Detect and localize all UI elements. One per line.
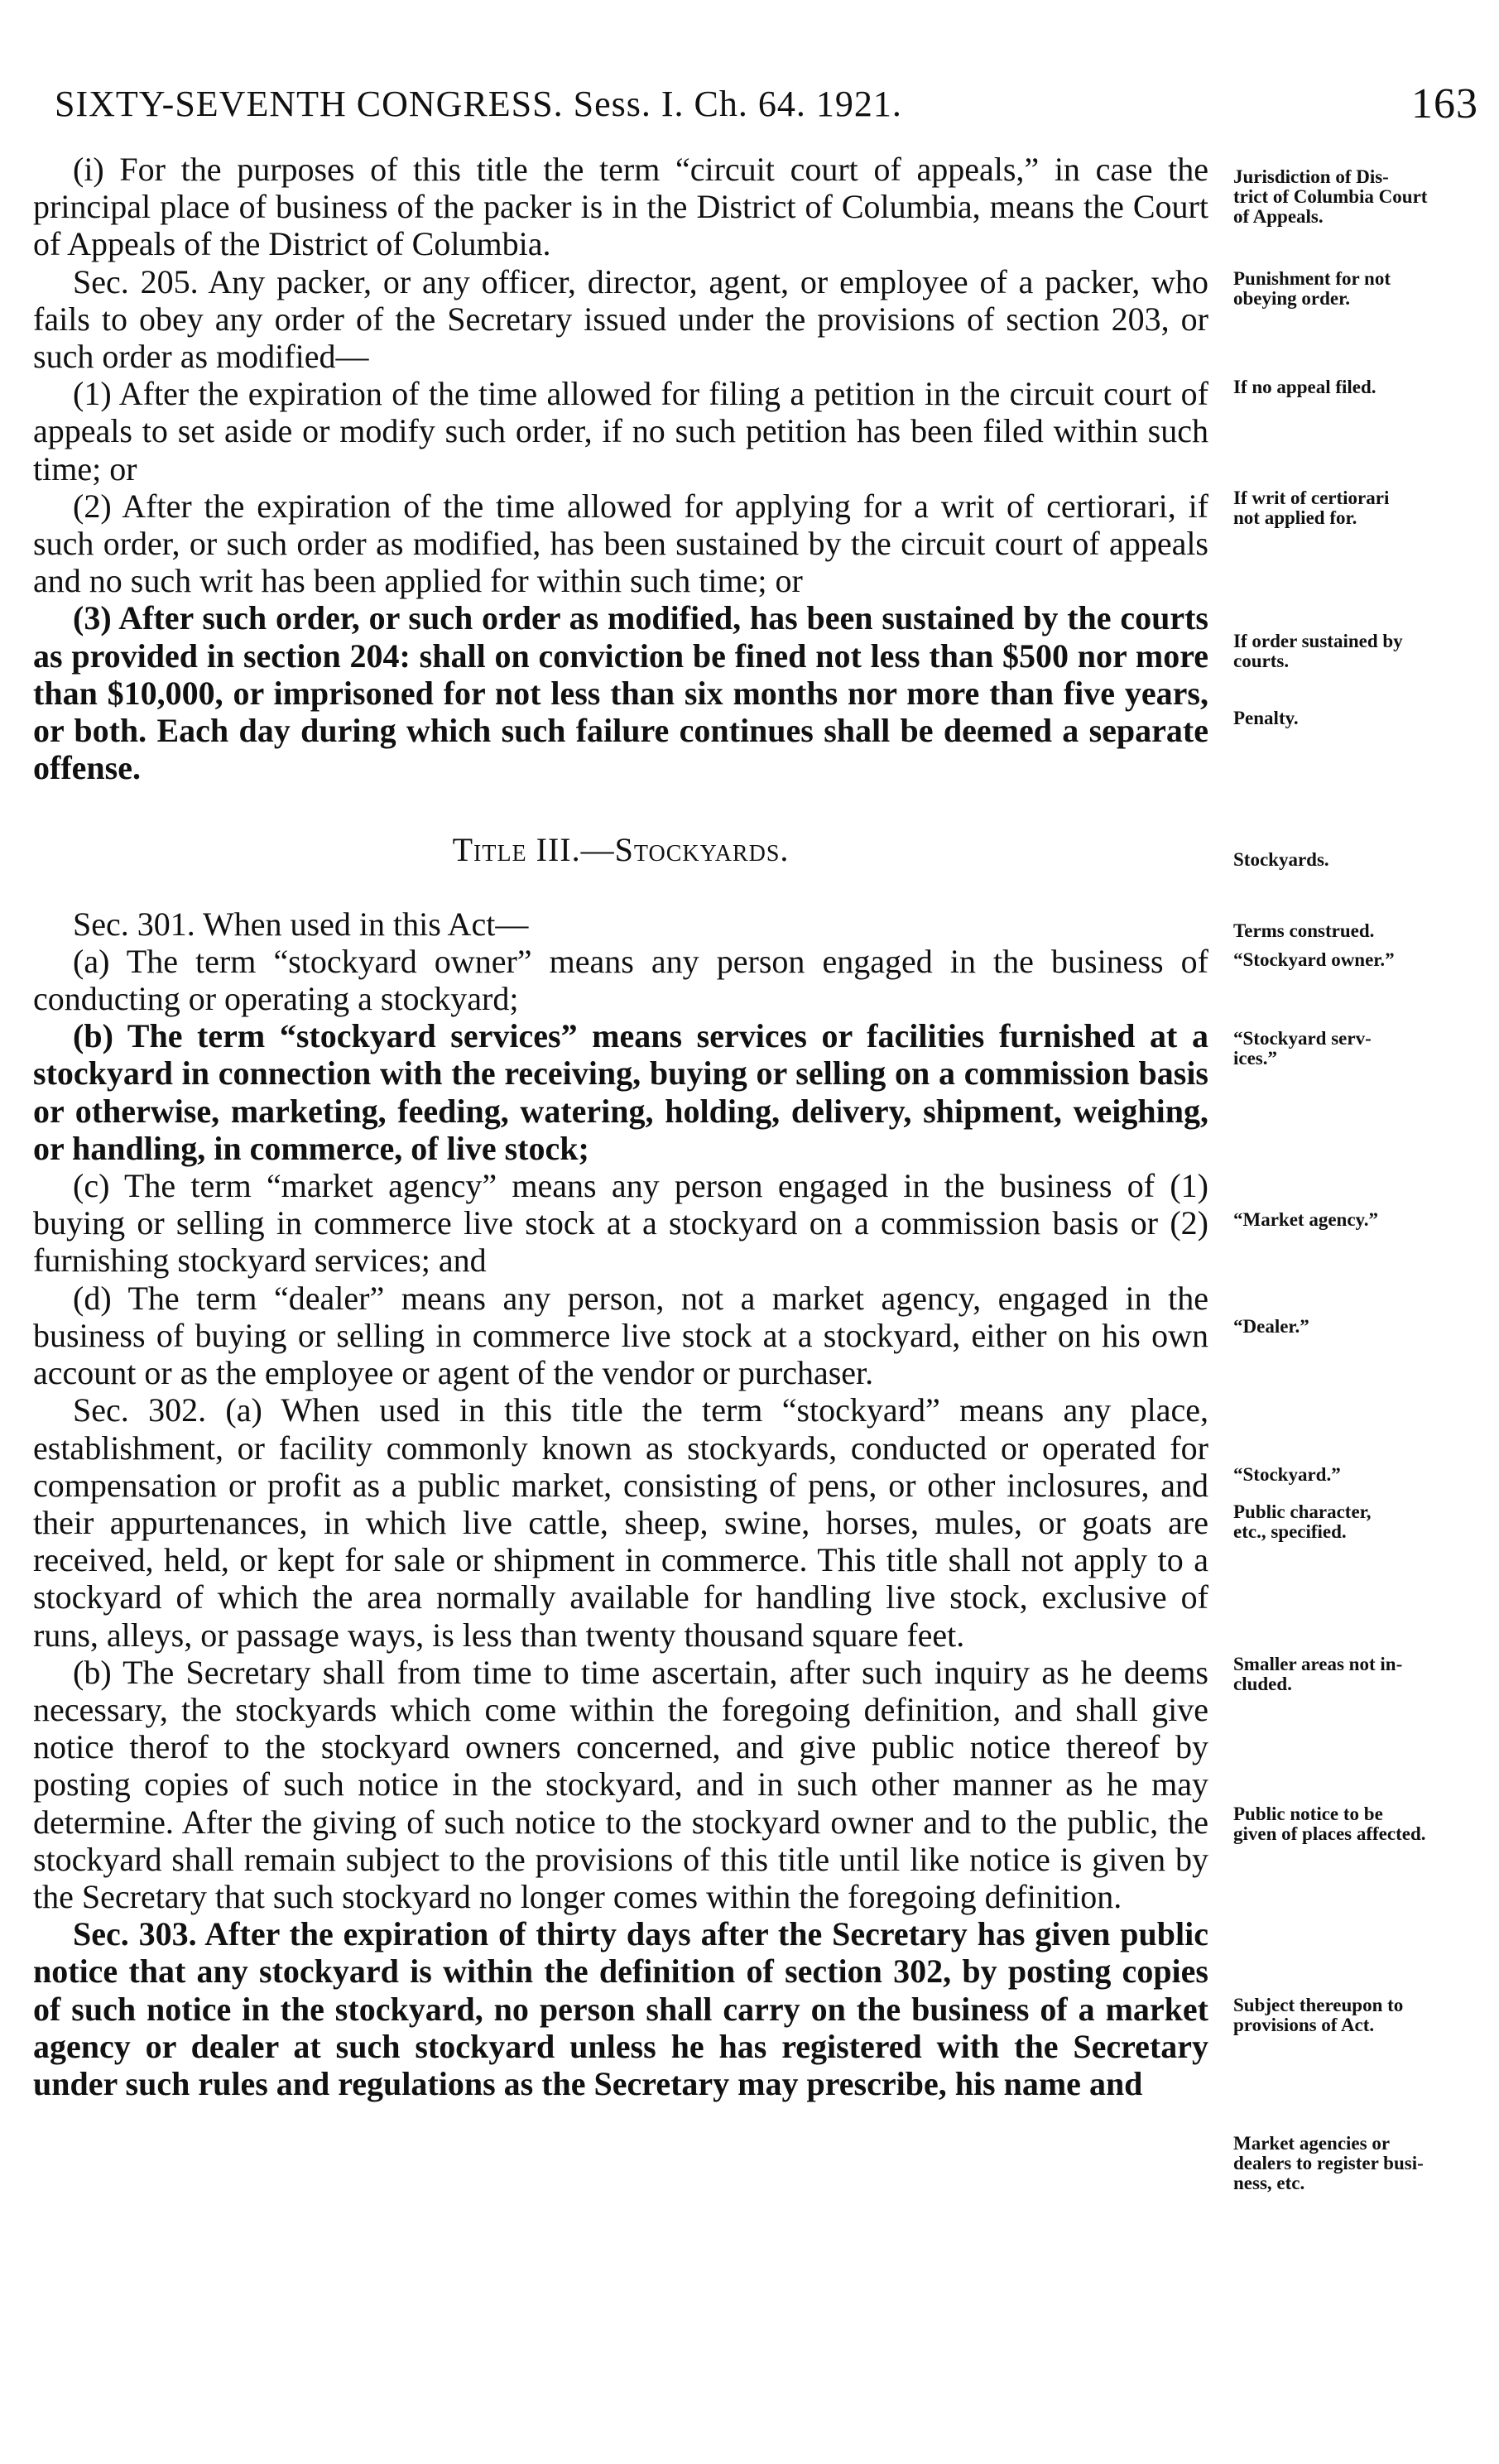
- paragraph-def-d: (d) The term “dealer” means any person, not a market agency, engaged in the business of buying or selling in commerce live stock at a stockyard, either on his own account or as the employee or agent of the vendor or purchaser.: [33, 1279, 1208, 1392]
- margin-note-register-business: Market agencies or dealers to register busi- ness, etc.: [1233, 2133, 1424, 2193]
- paragraph-def-a: (a) The term “stockyard owner” means any person engaged in the business of conducting or operating a stockyard;: [33, 942, 1208, 1018]
- margin-note-subject-to-act: Subject thereupon to provisions of Act.: [1233, 1995, 1404, 2035]
- margin-note-stockyard: “Stockyard.”: [1233, 1464, 1341, 1485]
- paragraph-sec-302b: (b) The Secretary shall from time to time ascertain, after such inquiry as he deems necessary, the stockyards which come within the foregoing definition, and shall give notice therof to the stockyard owners concerned, and give public notice thereof by posting copies of such notice in the stockyard, and in such other manner as he may determine. After the giving of such notice to the stockyard owner and to the public, the stockyard shall remain subject to the provisions of this title until like notice is given by the Secretary that such stockyard no longer comes within the foregoing definition.: [33, 1653, 1208, 1915]
- body-text: [33, 151, 1208, 2102]
- paragraph-sec-205: Sec. 205. Any packer, or any officer, director, agent, or employee of a packer, who fails to obey any order of the Secretary issued under the provisions of section 203, or such order as modified—: [33, 262, 1208, 376]
- margin-note-certiorari: If writ of certiorari not applied for.: [1233, 488, 1390, 528]
- margin-note-smaller-areas: Smaller areas not in- cluded.: [1233, 1654, 1403, 1694]
- margin-note-dealer: “Dealer.”: [1233, 1316, 1309, 1337]
- paragraph-sec-301: Sec. 301. When used in this Act—: [73, 905, 529, 943]
- margin-note-market-agency: “Market agency.”: [1233, 1209, 1379, 1230]
- running-head: SIXTY-SEVENTH CONGRESS. Sess. I. Ch. 64. 1921.: [55, 84, 902, 124]
- paragraph-clause-2: (2) After the expiration of the time allowed for applying for a writ of certiorari, if such order, or such order as modified, has been sustained by the circuit court of appeals and no such writ has been applied for within such time; or: [33, 487, 1208, 600]
- paragraph-sec-302a: Sec. 302. (a) When used in this title the term “stockyard” means any place, establishment, or facility commonly known as stockyards, conducted or operated for compensation or profit as a public market, consisting of pens, or other inclosures, and their appurtenances, in which live cattle, sheep, swine, horses, mules, or goats are received, held, or kept for sale or shipment in commerce. This title shall not apply to a stockyard of which the area normally available for handling live stock, exclusive of runs, alleys, or passage ways, is less than twenty thousand square feet.: [33, 1391, 1208, 1654]
- margin-note-order-sustained: If order sustained by courts.: [1233, 631, 1403, 671]
- paragraph-def-b: (b) The term “stockyard services” means services or facilities furnished at a stockyard in connection with the receiving, buying or selling on a commission basis or otherwise, marketing, feeding, watering, holding, delivery, shipment, weighing, or handling, in commerce, of live stock;: [33, 1017, 1208, 1167]
- margin-note-stockyard-owner: “Stockyard owner.”: [1233, 949, 1395, 970]
- margin-note-public-character: Public character, etc., specified.: [1233, 1501, 1372, 1542]
- paragraph-sec-303: Sec. 303. After the expiration of thirty days after the Secretary has given public notice that any stockyard is within the definition of section 302, by posting copies of such notice in the stockyard, no person shall carry on the business of a market agency or dealer at such stockyard unless he has registered with the Secretary under such rules and regulations as the Secretary may prescribe, his name and: [33, 1915, 1208, 2102]
- page-number: 163: [1411, 80, 1478, 127]
- page-header: [55, 79, 1478, 137]
- paragraph-def-c: (c) The term “market agency” means any person engaged in the business of (1) buying or selling in commerce live stock at a stockyard on a commission basis or (2) furnishing stockyard services; and: [33, 1167, 1208, 1280]
- margin-note-punishment: Punishment for not obeying order.: [1233, 268, 1391, 309]
- margin-note-jurisdiction: Jurisdiction of Dis- trict of Columbia Court of Appeals.: [1233, 166, 1428, 227]
- paragraph-clause-3: (3) After such order, or such order as modified, has been sustained by the courts as provided in section 204: shall on conviction be fined not less than $500 nor more than $10,000, or imprisoned for not less than six months nor more than five years, or both. Each day during which such failure continues shall be deemed a separate offense.: [33, 599, 1208, 787]
- title-heading: Title III.—Stockyards.: [452, 831, 790, 869]
- paragraph-definition-circuit-court: (i) For the purposes of this title the term “circuit court of appeals,” in case the principal place of business of the packer is in the District of Columbia, means the Court of Appeals of the District of Columbia.: [33, 151, 1208, 263]
- margin-note-no-appeal: If no appeal filed.: [1233, 377, 1376, 397]
- margin-note-public-notice: Public notice to be given of places affected.: [1233, 1804, 1426, 1844]
- margin-note-penalty: Penalty.: [1233, 708, 1299, 728]
- paragraph-clause-1: (1) After the expiration of the time allowed for filing a petition in the circuit court of appeals to set aside or modify such order, if no such petition has been filed within such time; or: [33, 375, 1208, 488]
- margin-note-terms-construed: Terms construed.: [1233, 920, 1375, 941]
- margin-note-stockyards: Stockyards.: [1233, 849, 1329, 870]
- margin-note-stockyard-services: “Stockyard serv- ices.”: [1233, 1028, 1372, 1069]
